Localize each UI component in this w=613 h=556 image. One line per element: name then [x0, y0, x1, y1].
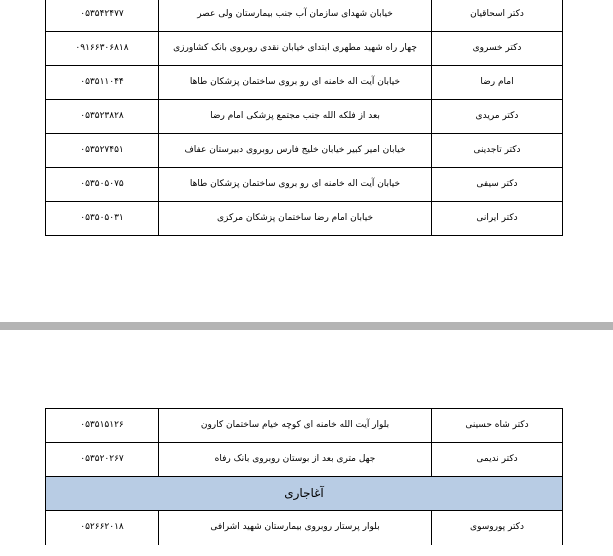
phone-cell: ۰۵۳۵۲۷۴۵۱ [46, 134, 159, 168]
name-cell: دکتر ایرانی [432, 202, 563, 236]
table-row [46, 100, 563, 134]
address-cell: خیابان شهدای سازمان آب جنب بیمارستان ولی عصر [159, 0, 432, 32]
table-row [46, 134, 563, 168]
table-row [46, 66, 563, 100]
name-cell: دکتر سیفی [432, 168, 563, 202]
name-cell: دکتر مریدی [432, 100, 563, 134]
phone-cell: ۰۵۳۵۴۲۴۷۷ [46, 0, 159, 32]
address-cell: بلوار پرستار روبروی بیمارستان شهید اشرافی [159, 511, 432, 545]
phone-cell: ۰۵۳۵۱۵۱۲۶ [46, 409, 159, 443]
pharmacy-table-top [45, 0, 563, 236]
section-header: آغاجاری [46, 477, 563, 511]
table-row [46, 32, 563, 66]
table-row [46, 0, 563, 32]
address-cell: جهل متری بعد از بوستان روبروی بانک رفاه [159, 443, 432, 477]
phone-cell: ۰۵۳۵۲۰۲۶۷ [46, 443, 159, 477]
phone-cell: ۰۵۳۵۰۵۰۷۵ [46, 168, 159, 202]
name-cell: دکتر خسروی [432, 32, 563, 66]
name-cell: دکتر پوروسوی [432, 511, 563, 545]
address-cell: خیابان آیت اله خامنه ای رو بروی ساختمان پزشکان طاها [159, 66, 432, 100]
table-row [46, 511, 563, 545]
table-row [46, 168, 563, 202]
table-row [46, 202, 563, 236]
table-row [46, 443, 563, 477]
address-cell: خیابان امام رضا ساختمان پزشکان مرکزی [159, 202, 432, 236]
table-row [46, 409, 563, 443]
address-cell: بلوار آیت الله خامنه ای کوچه خیام ساختمان کارون [159, 409, 432, 443]
phone-cell: ۰۵۳۵۱۱۰۴۴ [46, 66, 159, 100]
address-cell: چهار راه شهید مطهری ابتدای خیابان نقدی روبروی بانک کشاورزی [159, 32, 432, 66]
phone-cell: ۰۹۱۶۶۳۰۶۸۱۸ [46, 32, 159, 66]
name-cell: دکتر ندیمی [432, 443, 563, 477]
section-header-row [46, 477, 563, 511]
phone-cell: ۰۵۳۵۲۳۸۲۸ [46, 100, 159, 134]
name-cell: دکتر تاجدینی [432, 134, 563, 168]
phone-cell: ۰۵۳۵۰۵۰۳۱ [46, 202, 159, 236]
name-cell: دکتر اسحاقیان [432, 0, 563, 32]
address-cell: خیابان امیر کبیر خیابان خلیج فارس روبروی دبیرستان عفاف [159, 134, 432, 168]
pharmacy-table-bottom [45, 408, 563, 545]
name-cell: امام رضا [432, 66, 563, 100]
page-separator [0, 322, 613, 330]
address-cell: بعد از فلکه الله جنب مجتمع پزشکی امام رضا [159, 100, 432, 134]
name-cell: دکتر شاه حسینی [432, 409, 563, 443]
phone-cell: ۰۵۲۶۶۲۰۱۸ [46, 511, 159, 545]
address-cell: خیابان آیت اله خامنه ای رو بروی ساختمان پزشکان طاها [159, 168, 432, 202]
